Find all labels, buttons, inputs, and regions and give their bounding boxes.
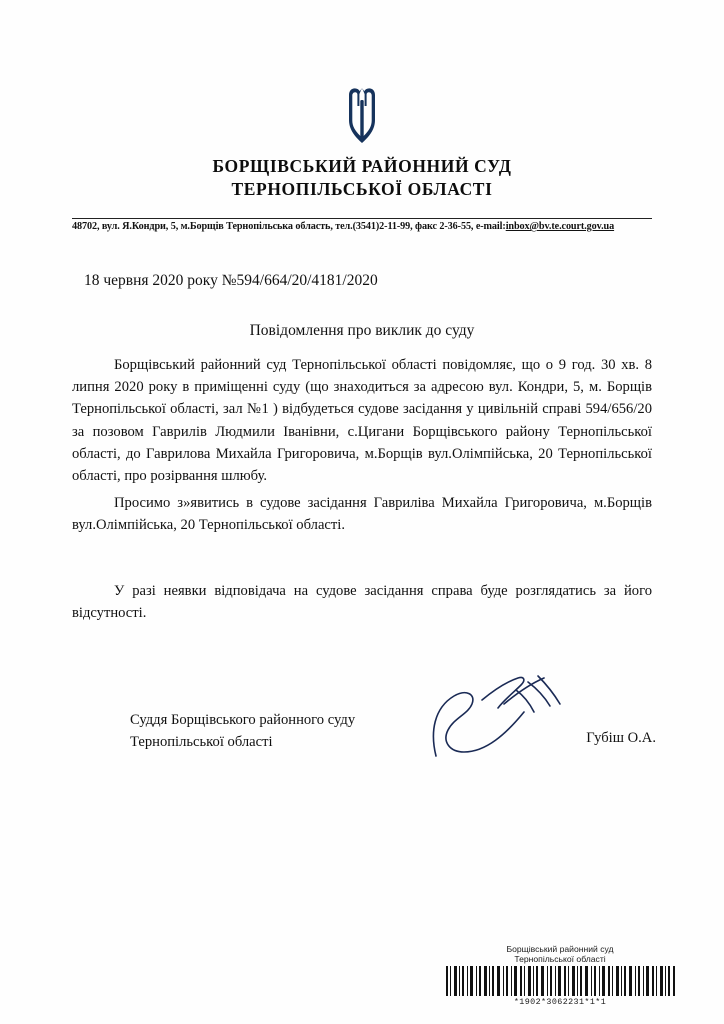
signatory-role — [130, 710, 355, 754]
ukraine-trident-emblem — [340, 86, 384, 146]
document-barcode — [444, 966, 676, 996]
footer-stamp-caption — [440, 944, 680, 965]
contacts-line — [72, 221, 656, 232]
court-header-line-1: БОРЩІВСЬКИЙ РАЙОННИЙ СУД — [212, 156, 512, 176]
email-link[interactable]: inbox@bv.te.court.gov.ua — [505, 221, 615, 232]
emblem-container — [0, 86, 724, 151]
paragraph-2-text: Просимо з»явитись в судове засідання Гаврилiва Михайла Григоровича, м.Борщів вул.Олімпійська, 20 Тернопільської області. — [72, 495, 652, 534]
paragraph-2 — [72, 492, 652, 536]
court-header — [0, 155, 724, 201]
judge-signature — [420, 660, 590, 770]
document-title: Повідомлення про виклик до суду — [249, 322, 475, 339]
paragraph-3-text: У разі неявки відповідача на судове засідання справа буде розглядатись за його відсутності. — [72, 583, 652, 622]
signatory-role-line-1: Суддя Борщівського районного суду — [130, 712, 356, 728]
footer-stamp-line-1: Борщівський районний суд — [506, 944, 614, 954]
header-divider — [72, 218, 652, 219]
paragraph-3 — [72, 580, 652, 624]
contacts-text: 48702, вул. Я.Кондри, 5, м.Борщів Тернопільська область, тел.(3541)2-11-99, факс 2-36-55, e-mail: — [72, 221, 506, 232]
signatory-role-line-2: Тернопільської області — [130, 733, 273, 750]
barcode-text: *1902*3062231*1*1 — [513, 997, 607, 1007]
paragraph-1-text: Борщівський районний суд Тернопільської області повідомляє, що о 9 год. 30 хв. 8 липня 2020 року в приміщенні суду (що знаходиться за адресою вул. Кондри, 5, м. Борщів Тернопільської області, зал №1 ) відбудеться судове засідання у цивільній справі 594/656/20 за позовом Гаврилів Людмили Іванівни, с.Цигани Борщівського району Тернопільської області, до Гаврилова Михайла Григоровича, м.Борщів вул.Олімпійська, 20 Тернопільської області, про розірвання шлюбу. — [72, 357, 652, 484]
document-date-number: 18 червня 2020 року №594/664/20/4181/2020 — [84, 272, 378, 289]
barcode-container — [440, 966, 680, 1007]
paragraph-1 — [72, 354, 652, 487]
court-header-line-2: ТЕРНОПІЛЬСЬКОЇ ОБЛАСТІ — [231, 179, 493, 200]
footer-stamp-line-2: Тернопільської області — [514, 954, 606, 965]
signatory-name: Губіш О.А. — [586, 730, 656, 746]
